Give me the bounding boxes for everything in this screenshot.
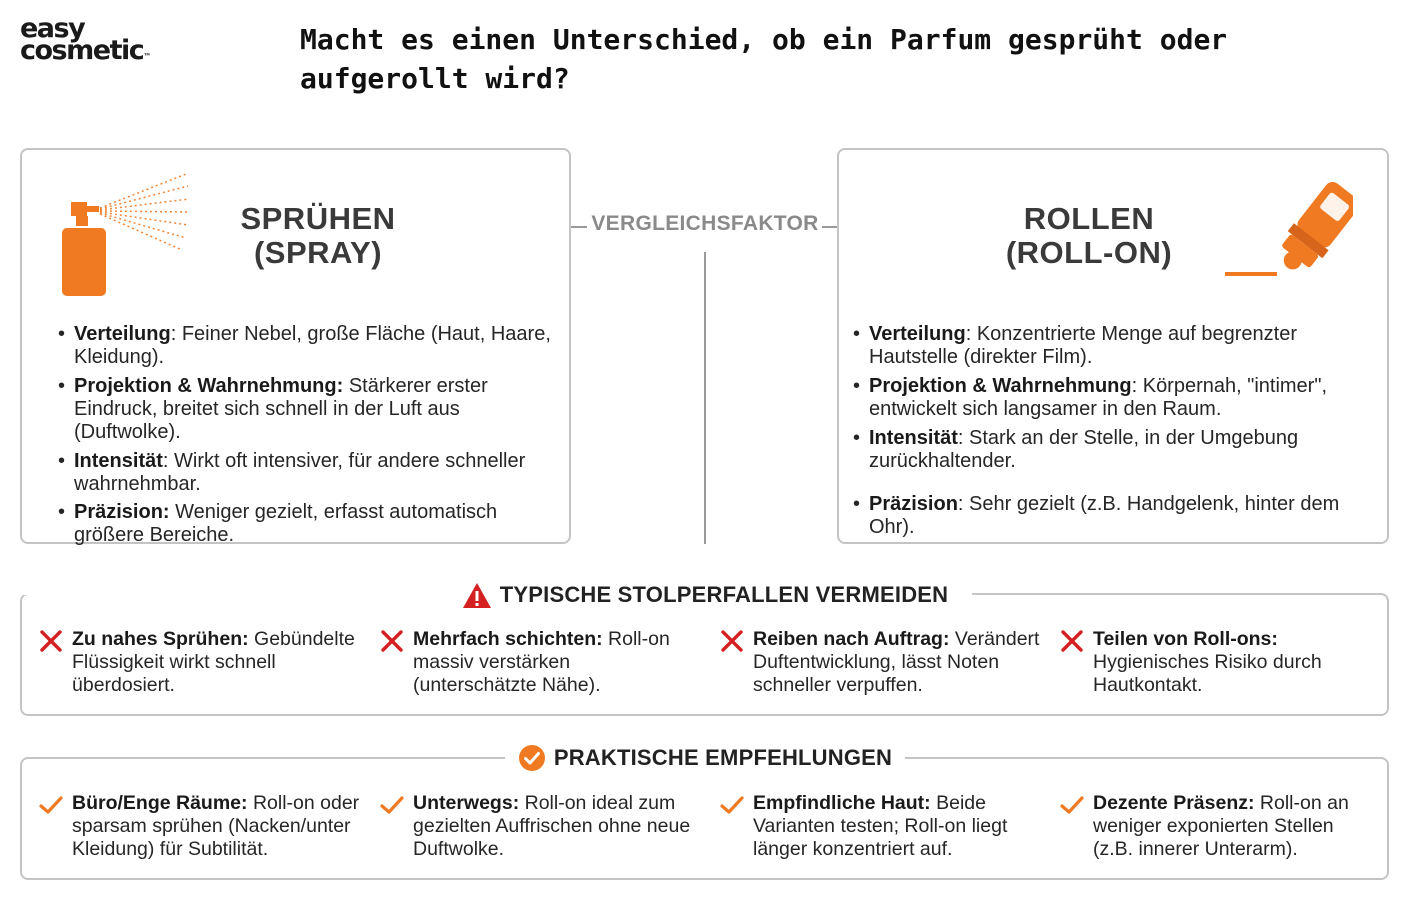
pitfalls-header [458,579,952,611]
spray-fact: • Präzision: Weniger gezielt, erfasst automatisch größere Bereiche. [58,501,554,547]
spray-facts-list [58,323,554,553]
check-icon [38,792,64,818]
check-icon [379,792,405,818]
pitfalls-title: TYPISCHE STOLPERFALLEN VERMEIDEN [499,582,949,607]
tip-item: Unterwegs: Roll-on ideal zum gezielten Auffrischen ohne neue Duftwolke. [379,792,719,861]
spray-panel [20,148,571,544]
spray-heading [218,202,418,270]
pitfalls-row [38,628,1378,697]
rollon-panel [837,148,1389,544]
check-icon [719,792,745,818]
cross-icon [1059,628,1085,654]
rollon-fact: • Intensität: Stark an der Stelle, in der Umgebung zurückhaltender. [853,427,1373,473]
rollon-facts-list [853,323,1373,545]
rollon-heading [989,202,1189,270]
rollon-fact: • Verteilung: Konzentrierte Menge auf begrenzter Hautstelle (direkter Film). [853,323,1373,369]
rollon-heading-line1: ROLLEN [1023,201,1155,236]
cross-icon [719,628,745,654]
roll-on-bottle-icon [1223,180,1353,282]
tips-header [505,742,905,774]
comparison-factor-label: VERGLEICHSFAKTOR [591,212,819,235]
pitfalls-rule-left [20,593,458,595]
spray-fact: • Projektion & Wahrnehmung: Stärkerer erster Eindruck, breitet sich schnell in der Luft aus (Duftwolke). [58,375,554,444]
spray-heading-line2: (SPRAY) [253,235,383,270]
rollon-fact: • Projektion & Wahrnehmung: Körpernah, "intimer", entwickelt sich langsamer in den Raum. [853,375,1373,421]
brand-logo [20,13,190,66]
pitfall-item: Teilen von Roll-ons: Hygienisches Risiko durch Hautkontakt. [1059,628,1369,697]
tip-item: Büro/Enge Räume: Roll-on oder sparsam sprühen (Nacken/unter Kleidung) für Subtilität. [38,792,379,861]
cross-icon [38,628,64,654]
brand-line1: easy [20,13,85,44]
pitfalls-rule-right [952,593,972,595]
tips-title: PRAKTISCHE EMPFEHLUNGEN [553,745,893,770]
cross-icon [379,628,405,654]
spray-fact: • Verteilung: Feiner Nebel, große Fläche (Haut, Haare, Kleidung). [58,323,554,369]
check-icon [1059,792,1085,818]
spray-fact: • Intensität: Wirkt oft intensiver, für andere schneller wahrnehmbar. [58,450,554,496]
connector-right [822,226,838,228]
connector-left [571,226,587,228]
pitfall-item: Reiben nach Auftrag: Verändert Duftentwicklung, lässt Noten schneller verpuffen. [719,628,1059,697]
warning-icon [462,582,492,609]
spray-heading-line1: SPRÜHEN [240,201,396,236]
tip-item: Dezente Präsenz: Roll-on an weniger exponierten Stellen (z.B. innerer Unterarm). [1059,792,1369,861]
tips-row [38,792,1378,861]
tip-item: Empfindliche Haut: Beide Varianten testen; Roll-on liegt länger konzentriert auf. [719,792,1059,861]
brand-line2 [20,35,190,66]
check-circle-icon [518,744,546,772]
spray-bottle-icon [58,172,190,298]
rollon-heading-line2: (ROLL-ON) [1005,235,1173,270]
brand-line2-text: cosmetic [20,35,144,66]
rollon-fact: • Präzision: Sehr gezielt (z.B. Handgelenk, hinter dem Ohr). [853,493,1373,539]
center-divider [704,252,706,544]
pitfall-item: Zu nahes Sprühen: Gebündelte Flüssigkeit wirkt schnell überdosiert. [38,628,379,697]
pitfall-item: Mehrfach schichten: Roll-on massiv verstärken (unterschätzte Nähe). [379,628,719,697]
brand-tm: ™ [143,52,152,61]
page-title: Macht es einen Unterschied, ob ein Parfum gesprüht oder aufgerollt wird? [300,23,1228,95]
